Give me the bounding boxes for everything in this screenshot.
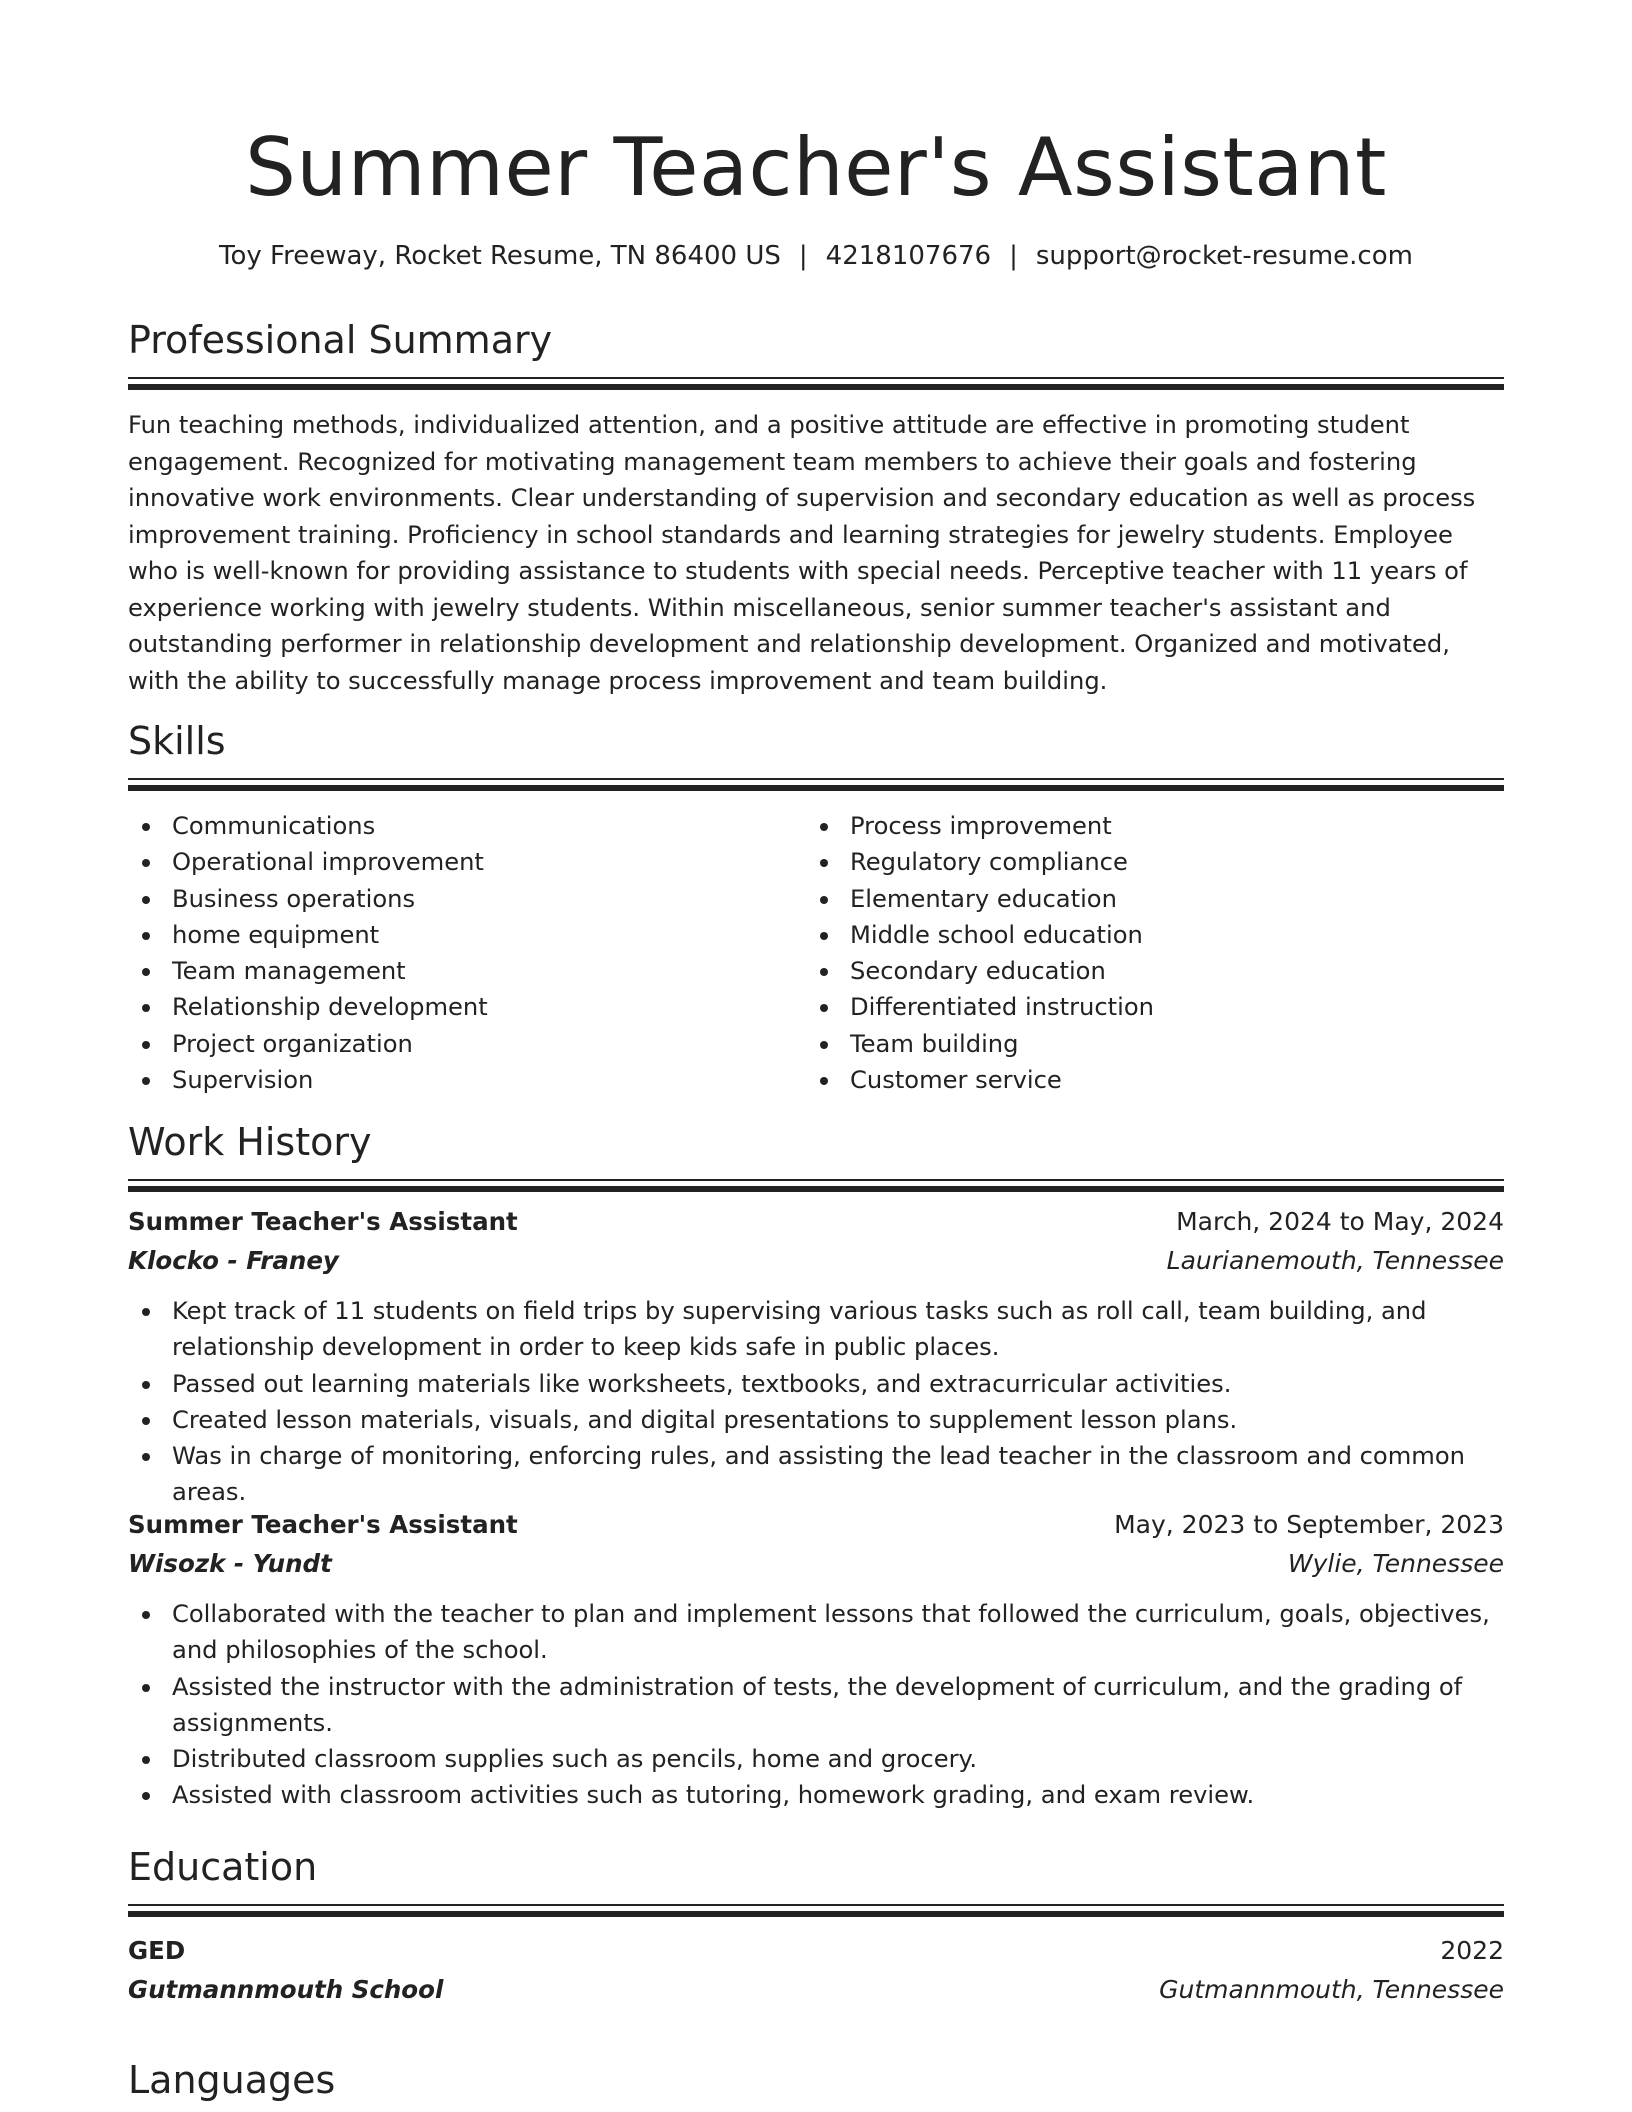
job-bullet: Assisted the instructor with the administration of tests, the development of curriculum, and the grading of assignments.	[128, 1669, 1504, 1742]
skills-column-2	[806, 808, 1154, 1098]
section-title: Languages	[128, 2058, 336, 2102]
job-bullets	[128, 1596, 1504, 1814]
job-location: Wylie, Tennessee	[1287, 1549, 1504, 1578]
job-bullet: Kept track of 11 students on field trips by supervising various tasks such as roll call, team building, and relationship development in order to keep kids safe in public places.	[128, 1293, 1504, 1366]
job-dates: March, 2024 to May, 2024	[1176, 1207, 1504, 1236]
section-divider	[128, 778, 1504, 792]
contact-separator: |	[1009, 241, 1018, 271]
resume-name: Summer Teacher's Assistant	[245, 121, 1387, 214]
job-bullet: Passed out learning materials like worksheets, textbooks, and extracurricular activities.	[128, 1366, 1504, 1402]
skills-list	[128, 808, 1504, 1098]
skill-item: Project organization	[128, 1026, 806, 1062]
job-bullet: Assisted with classroom activities such as tutoring, homework grading, and exam review.	[128, 1777, 1504, 1813]
job-company: Klocko - Franey	[128, 1246, 339, 1275]
skills-column-1	[128, 808, 806, 1098]
skill-item: Team building	[806, 1026, 1154, 1062]
languages-section	[128, 2055, 1504, 2105]
skill-item: Regulatory compliance	[806, 844, 1154, 880]
job-entry	[128, 1506, 1504, 1814]
skills-section	[128, 716, 1504, 1098]
contact-line	[0, 238, 1632, 274]
section-title: Professional Summary	[128, 318, 553, 362]
education-school: Gutmannmouth School	[128, 1975, 444, 2004]
skill-item: Communications	[128, 808, 806, 844]
skill-item: Elementary education	[806, 881, 1154, 917]
job-entry	[128, 1203, 1504, 1511]
section-divider	[128, 377, 1504, 391]
section-title: Skills	[128, 719, 226, 763]
section-divider	[128, 1904, 1504, 1918]
section-title: Work History	[128, 1120, 372, 1164]
job-bullet: Collaborated with the teacher to plan and implement lessons that followed the curriculum, goals, objectives, and philosophies of the school.	[128, 1596, 1504, 1669]
education-section	[128, 1842, 1504, 1918]
education-year: 2022	[1440, 1936, 1504, 1965]
skill-item: Differentiated instruction	[806, 989, 1154, 1025]
job-company: Wisozk - Yundt	[128, 1549, 332, 1578]
skill-item: Relationship development	[128, 989, 806, 1025]
summary-text: Fun teaching methods, individualized attention, and a positive attitude are effective in promoting student engagement. Recognized for motivating management team members to achieve their goals and fostering innovative work environments. Clear understanding of supervision and secondary education as well as process improvement training. Proficiency in school standards and learning strategies for jewelry students. Employee who is well-known for providing assistance to students with special needs. Perceptive teacher with 11 years of experience working with jewelry students. Within miscellaneous, senior summer teacher's assistant and outstanding performer in relationship development and relationship development. Organized and motivated, with the ability to successfully manage process improvement and team building.	[128, 411, 1476, 695]
skill-item: home equipment	[128, 917, 806, 953]
education-location: Gutmannmouth, Tennessee	[1159, 1975, 1504, 2004]
contact-phone[interactable]: 4218107676	[825, 241, 992, 271]
contact-email[interactable]: support@rocket-resume.com	[1035, 241, 1413, 271]
job-title: Summer Teacher's Assistant	[128, 1510, 518, 1539]
job-dates: May, 2023 to September, 2023	[1114, 1510, 1504, 1539]
summary-section	[128, 315, 1504, 699]
education-entry	[128, 1932, 1504, 2010]
work-history-section	[128, 1117, 1504, 1193]
education-degree: GED	[128, 1936, 186, 1965]
skill-item: Business operations	[128, 881, 806, 917]
job-bullets	[128, 1293, 1504, 1511]
skill-item: Middle school education	[806, 917, 1154, 953]
job-location: Laurianemouth, Tennessee	[1166, 1246, 1504, 1275]
skill-item: Team management	[128, 953, 806, 989]
skill-item: Supervision	[128, 1062, 806, 1098]
skill-item: Secondary education	[806, 953, 1154, 989]
section-divider	[128, 1179, 1504, 1193]
contact-separator: |	[798, 241, 808, 271]
contact-address: Toy Freeway, Rocket Resume, TN 86400 US	[219, 241, 781, 271]
skill-item: Customer service	[806, 1062, 1154, 1098]
job-bullet: Distributed classroom supplies such as pencils, home and grocery.	[128, 1741, 1504, 1777]
skill-item: Operational improvement	[128, 844, 806, 880]
job-bullet: Was in charge of monitoring, enforcing rules, and assisting the lead teacher in the classroom and common areas.	[128, 1438, 1504, 1511]
job-bullet: Created lesson materials, visuals, and digital presentations to supplement lesson plans.	[128, 1402, 1504, 1438]
job-title: Summer Teacher's Assistant	[128, 1207, 518, 1236]
skill-item: Process improvement	[806, 808, 1154, 844]
section-title: Education	[128, 1845, 318, 1889]
